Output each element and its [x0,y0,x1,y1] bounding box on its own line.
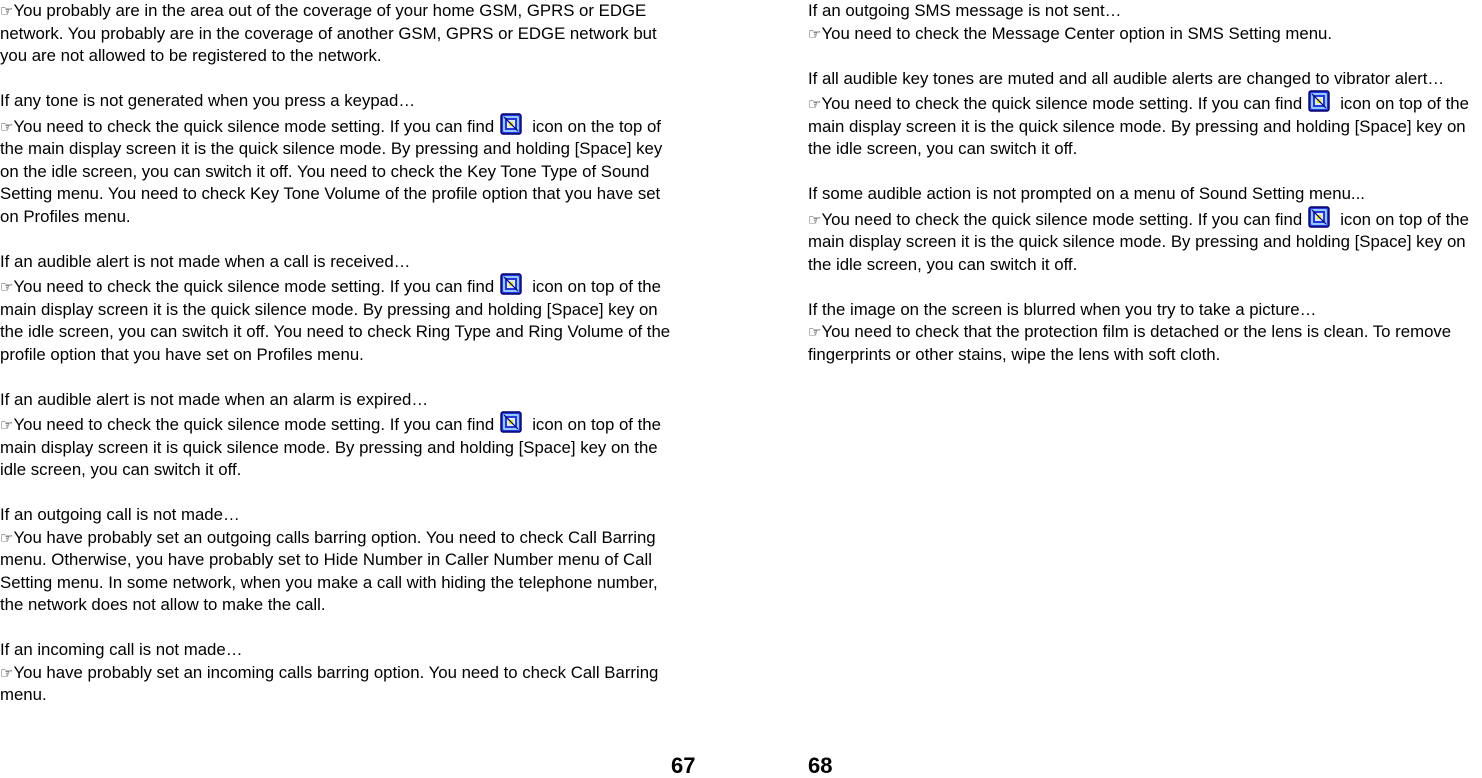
question-text: If the image on the screen is blurred when you try to take a picture… [808,299,1317,319]
question-text: If all audible key tones are muted and all audible alerts are changed to vibrator alert… [808,68,1445,88]
answer-text [808,90,1480,161]
answer-segment: You probably are in the area out of the coverage of your home GSM, GPRS or EDGE network. You probably are in the coverage of another GSM, GPRS or EDGE network but you are not allowed to be registered to the network. [0,1,657,65]
pointing-hand-icon: ☞ [0,528,14,547]
pointing-hand-icon: ☞ [0,278,14,296]
troubleshooting-item [0,504,678,617]
pointing-hand-icon: ☞ [0,416,14,434]
answer-text [0,113,678,229]
answer-segment: You have probably set an outgoing calls barring option. You need to check Call Barring menu. Otherwise, you have probably set to Hide Number in Caller Number menu of Call Setting menu. In some network, when you make a call with hiding the telephone number, the network does not allow to make the call. [0,527,658,614]
question-text: If an audible alert is not made when a call is received… [0,251,411,271]
question-text: If an incoming call is not made… [0,640,243,659]
troubleshooting-item [808,183,1480,276]
question-text: If any tone is not generated when you press a keypad… [0,91,416,110]
question-text: If some audible action is not prompted on a menu of Sound Setting menu... [808,184,1365,203]
answer-segment: icon on top of the main display screen it is the quick silence mode. By pressing and holding [Space] key on the idle screen, you can switch it off. You need to check Ring Type and Ring Volume of the profile option that you have set on Profiles menu. [0,277,671,364]
page-number-left: 67 [671,753,696,778]
quick-silence-mode-icon [500,113,522,135]
answer-text [0,273,678,366]
right-page-column [808,0,1480,389]
quick-silence-mode-icon [500,273,522,295]
troubleshooting-item [808,299,1480,367]
answer-segment: icon on top of the main display screen it is the quick silence mode. By pressing and holding [Space] key on the idle screen, you can switch it off. [808,94,1469,158]
answer-text [0,0,678,68]
troubleshooting-item [0,90,678,228]
answer-segment: You need to check the quick silence mode setting. If you can find [821,94,1303,113]
pointing-hand-icon: ☞ [0,117,14,136]
page-number-right: 68 [808,753,833,778]
troubleshooting-item [808,0,1480,45]
pointing-hand-icon: ☞ [808,24,822,43]
troubleshooting-item [0,0,678,68]
answer-segment: icon on top of the main display screen it is the quick silence mode. By pressing and holding [Space] key on the idle screen, you can switch it off. [808,209,1469,274]
question-text: If an outgoing call is not made… [0,505,240,524]
pointing-hand-icon: ☞ [0,2,14,20]
troubleshooting-item [0,251,678,367]
quick-silence-mode-icon [1308,90,1330,112]
answer-text [0,662,678,707]
answer-segment: You need to check the Message Center option in SMS Setting menu. [821,23,1333,43]
answer-segment: You need to check the quick silence mode setting. If you can find [13,116,495,136]
answer-segment: icon on top of the main display screen it is quick silence mode. By pressing and holding [Space] key on the idle screen, you can switch it off. [0,415,661,479]
pointing-hand-icon: ☞ [0,663,14,682]
answer-text [0,527,678,617]
quick-silence-mode-icon [500,411,522,433]
pointing-hand-icon: ☞ [808,323,822,341]
quick-silence-mode-icon [1308,206,1330,228]
answer-segment: You need to check the quick silence mode setting. If you can find [13,277,495,296]
left-page-column [0,0,678,729]
troubleshooting-item [0,639,678,707]
troubleshooting-item [808,68,1480,161]
answer-text [808,321,1480,366]
answer-text [808,23,1480,46]
answer-text [0,411,678,482]
answer-text [808,206,1480,277]
troubleshooting-item [0,389,678,482]
answer-segment: You need to check that the protection film is detached or the lens is clean. To remove fingerprints or other stains, wipe the lens with soft cloth. [808,322,1452,364]
answer-segment: icon on the top of the main display screen it is the quick silence mode. By pressing and holding [Space] key on the idle screen, you can switch it off. You need to check the Key Tone Type of Sound Setting menu. You need to check Key Tone Volume of the profile option that you have set on Profiles menu. [0,116,663,226]
pointing-hand-icon: ☞ [808,210,822,229]
answer-segment: You need to check the quick silence mode setting. If you can find [821,209,1303,229]
question-text: If an audible alert is not made when an alarm is expired… [0,389,429,409]
answer-segment: You need to check the quick silence mode setting. If you can find [13,415,495,434]
pointing-hand-icon: ☞ [808,95,822,113]
question-text: If an outgoing SMS message is not sent… [808,1,1122,20]
answer-segment: You have probably set an incoming calls barring option. You need to check Call Barring menu. [0,662,659,704]
